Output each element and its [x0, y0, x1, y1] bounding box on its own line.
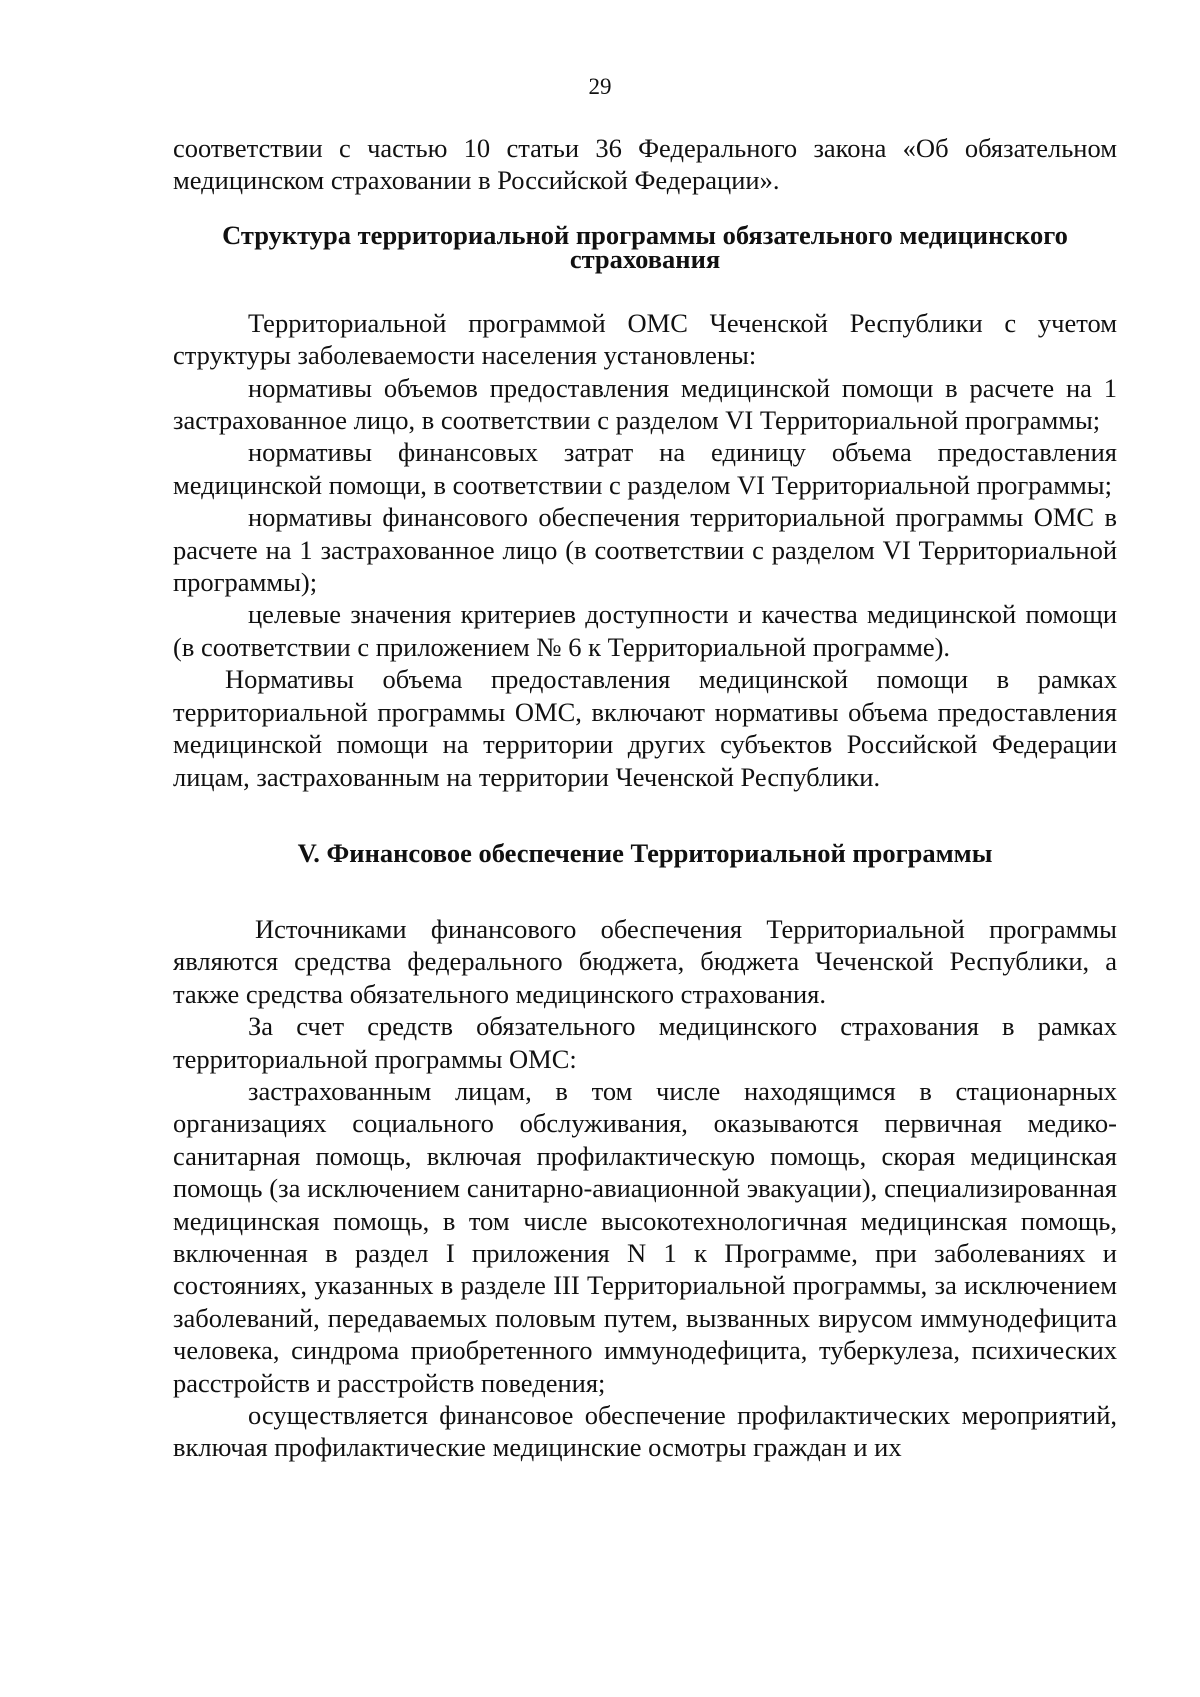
section-heading-financing: V. Финансовое обеспечение Территориальной программы — [297, 837, 993, 868]
list-item-insured-persons: застрахованным лицам, в том числе находящимся в стационарных организациях социального обслуживания, оказываются первичная медико-санитарная помощь, включая профилактическую помощь, скорая медицинская помощь (за исключением санитарно-авиационной эвакуации), специализированная медицинская помощь, в том числе высокотехнологичная медицинская помощь, включенная в раздел I приложения N 1 к Программе, при заболеваниях и состояниях, указанных в разделе III Территориальной программы, за исключением заболеваний, передаваемых половым путем, вызванных вирусом иммунодефицита человека, синдрома приобретенного иммунодефицита, туберкулеза, психических расстройств и расстройств поведения; — [173, 1075, 1117, 1398]
list-item-norms-volume: нормативы объемов предоставления медицинской помощи в расчете на 1 застрахованное лицо, в соответствии с разделом VI Территориальной программы; — [173, 372, 1117, 436]
paragraph-intro: Территориальной программой ОМС Чеченской Республики с учетом структуры заболеваемости населения установлены: — [173, 307, 1117, 371]
document-body — [173, 132, 1117, 1464]
paragraph-oms-funds: За счет средств обязательного медицинского страхования в рамках территориальной программы ОМС: — [173, 1011, 1117, 1074]
paragraph-volume-norms: Нормативы объема предоставления медицинской помощи в рамках территориальной программы ОМС, включают нормативы объема предоставления медицинской помощи на территории других субъектов Российской Федерации лицам, застрахованным на территории Чеченской Республики. — [173, 664, 1117, 792]
paragraph-sources: Источниками финансового обеспечения Территориальной программы являются средства федерального бюджета, бюджета Чеченской Республики, а также средства обязательного медицинского страхования. — [173, 913, 1117, 1009]
page-number: 29 — [588, 74, 612, 99]
list-item-norms-financing: нормативы финансового обеспечения территориальной программы ОМС в расчете на 1 застрахованное лицо (в соответствии с разделом VI Территориальной программы); — [173, 502, 1117, 598]
section-heading-structure: Структура территориальной программы обязательного медицинского страхования — [222, 219, 1068, 274]
paragraph-continuation: соответствии с частью 10 статьи 36 Федерального закона «Об обязательном медицинском страховании в Российской Федерации». — [173, 133, 1117, 196]
list-item-norms-costs: нормативы финансовых затрат на единицу объема предоставления медицинской помощи, в соответствии с разделом VI Территориальной программы; — [173, 437, 1117, 500]
list-item-preventive-measures: осуществляется финансовое обеспечение профилактических мероприятий, включая профилактические медицинские осмотры граждан и их — [173, 1400, 1117, 1463]
list-item-target-values: целевые значения критериев доступности и качества медицинской помощи (в соответствии с приложением № 6 к Территориальной программе). — [173, 599, 1117, 662]
